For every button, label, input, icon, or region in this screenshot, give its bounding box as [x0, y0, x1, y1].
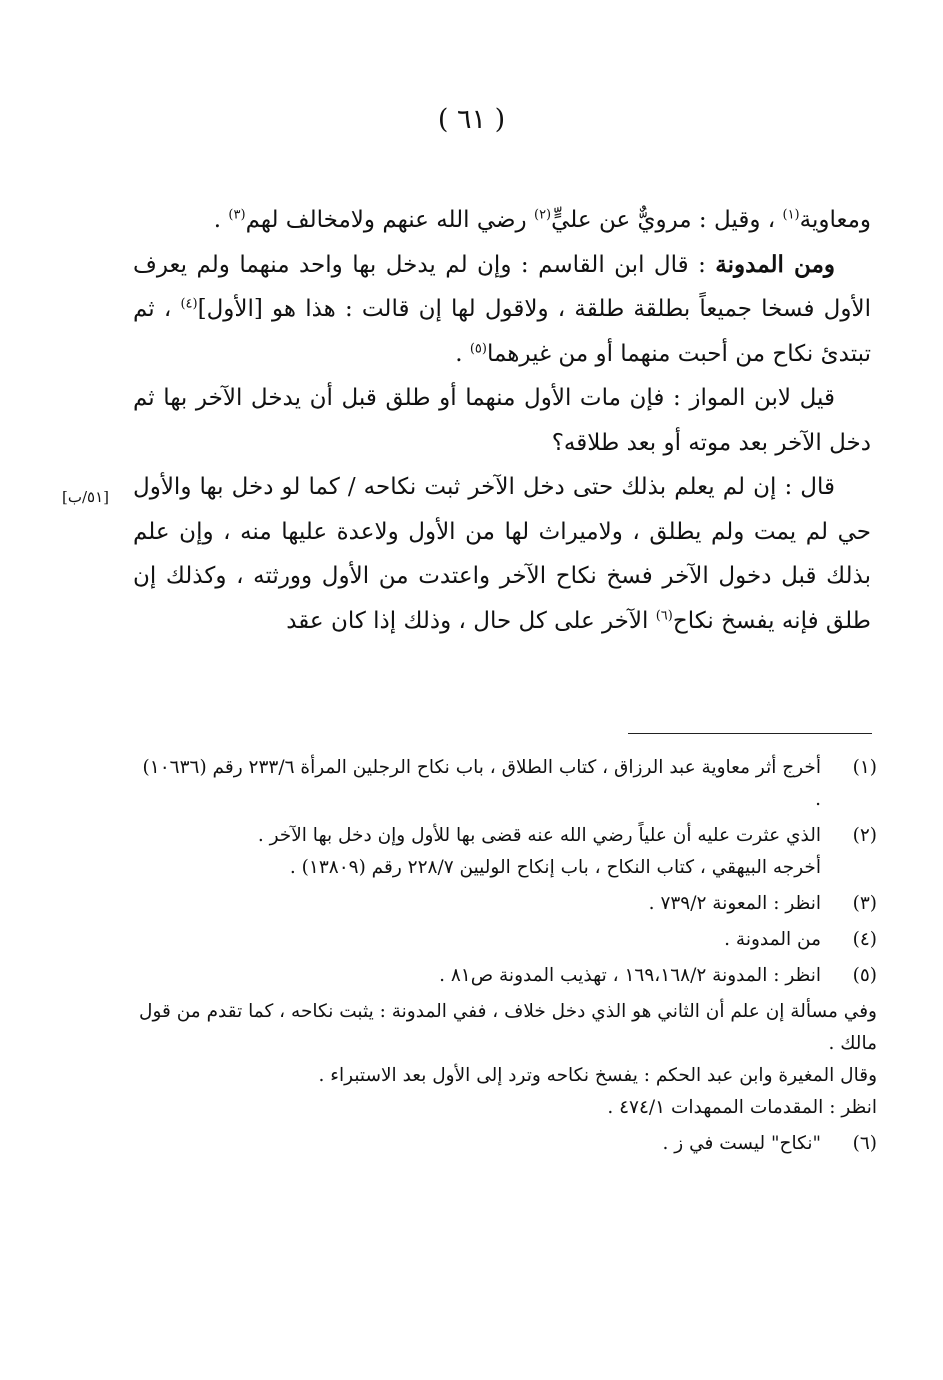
- footnote-line: أخرج أثر معاوية عبد الرزاق ، كتاب الطلاق ، باب نكاح الرجلين المرأة ٢٣٣/٦ رقم (١٠٦٣٦) .: [142, 757, 821, 810]
- text-run: .: [455, 340, 470, 367]
- footnote-line: وفي مسألة إن علم أن الثاني هو الذي دخل خلاف ، ففي المدونة : يثبت نكاحه ، كما تقدم من قول مالك .: [139, 1001, 877, 1054]
- footnote-line: انظر : المقدمات الممهدات ٤٧٤/١ .: [607, 1097, 877, 1118]
- footnote-line: وقال المغيرة وابن عبد الحكم : يفسخ نكاحه وترد إلى الأول بعد الاستبراء .: [318, 1065, 877, 1086]
- footnote-3: [131, 888, 877, 920]
- footnote-ref-2[interactable]: (٢): [533, 207, 552, 223]
- footnote-divider: [628, 733, 872, 734]
- page-number: ( ٦١ ): [437, 104, 506, 135]
- footnote-number: (٤): [852, 929, 877, 950]
- footnote-line: أخرجه البيهقي ، كتاب النكاح ، باب إنكاح الوليين ٢٢٨/٧ رقم (١٣٨٠٩) .: [289, 857, 821, 878]
- footnote-ref-1[interactable]: (١): [782, 207, 800, 223]
- text-run: : قال ابن القاسم : وإن لم يدخل بها واحد منهما ولم يعرف الأول فسخا جميعاً بطلقة طلقة ، ولاقول لها إن قالت : هذا هو [الأول]: [133, 251, 871, 322]
- footnote-line: الذي عثرت عليه أن علياً رضي الله عنه قضى بها للأول وإن دخل بها الآخر .: [257, 825, 821, 846]
- footnote-5-continuation: [131, 996, 877, 1124]
- text-run: قال : إن لم يعلم بذلك حتى دخل الآخر ثبت نكاحه / كما لو دخل بها والأول حي لم يمت ولم يطلق ، ولاميراث لها من الأول ولاعدة عليها منه ، وإن علم بذلك قبل دخول الآخر فسخ نكاح الآخر واعتدت من الأول وورثته ، وكذلك إن طلق فإنه يفسخ نكاح: [133, 474, 871, 634]
- paragraph-3: قيل لابن المواز : فإن مات الأول منهما أو طلق قبل أن يدخل الآخر بها ثم دخل الآخر بعد موته أو بعد طلاقه؟: [133, 385, 871, 456]
- manuscript-folio-note: [٥١/ب]: [62, 488, 110, 506]
- footnote-ref-3[interactable]: (٣): [228, 207, 246, 223]
- footnote-line: من المدونة .: [724, 929, 821, 950]
- section-lead: ومن المدونة: [715, 250, 835, 278]
- footnote-body: [131, 960, 821, 992]
- footnote-body: [131, 820, 821, 884]
- text-run: ومعاوية: [799, 207, 871, 233]
- main-body-text: [133, 198, 871, 643]
- text-run: ، وقيل : مرويٌّ عن عليٍّ: [551, 207, 783, 233]
- footnotes-section: [131, 752, 877, 1164]
- footnote-ref-5[interactable]: (٥): [469, 340, 487, 356]
- text-run: .: [213, 207, 229, 233]
- footnote-1: [131, 752, 877, 816]
- footnote-number: (٦): [852, 1133, 877, 1154]
- text-run: الآخر على كل حال ، وذلك إذا كان عقد: [286, 607, 656, 634]
- footnote-line: انظر : المعونة ٧٣٩/٢ .: [648, 893, 821, 914]
- footnote-line: "نكاح" ليست في ز .: [662, 1133, 821, 1154]
- footnote-number: (٥): [852, 965, 877, 986]
- footnote-ref-4[interactable]: (٤): [180, 296, 198, 312]
- footnote-4: [131, 924, 877, 956]
- footnote-body: [131, 924, 821, 956]
- footnote-body: [131, 1128, 821, 1160]
- footnote-5: [131, 960, 877, 992]
- footnote-line: انظر : المدونة ١٦٩،١٦٨/٢ ، تهذيب المدونة ص٨١ .: [439, 965, 821, 986]
- footnote-number: (٢): [852, 825, 877, 846]
- footnote-2: [131, 820, 877, 884]
- footnote-body: [131, 888, 821, 920]
- text-run: ، ثم تبتدئ نكاح من أحبت منهما أو من غيرهما: [133, 296, 871, 367]
- footnote-number: (٣): [852, 893, 877, 914]
- footnote-number: (١): [852, 757, 877, 778]
- text-run: رضي الله عنهم ولامخالف لهم: [245, 207, 534, 233]
- paragraph-1: [133, 198, 871, 243]
- footnote-6: [131, 1128, 877, 1160]
- paragraph-4: [133, 465, 871, 643]
- footnote-body: [131, 752, 821, 816]
- paragraph-2: [133, 243, 871, 377]
- footnote-ref-6[interactable]: (٦): [655, 607, 673, 623]
